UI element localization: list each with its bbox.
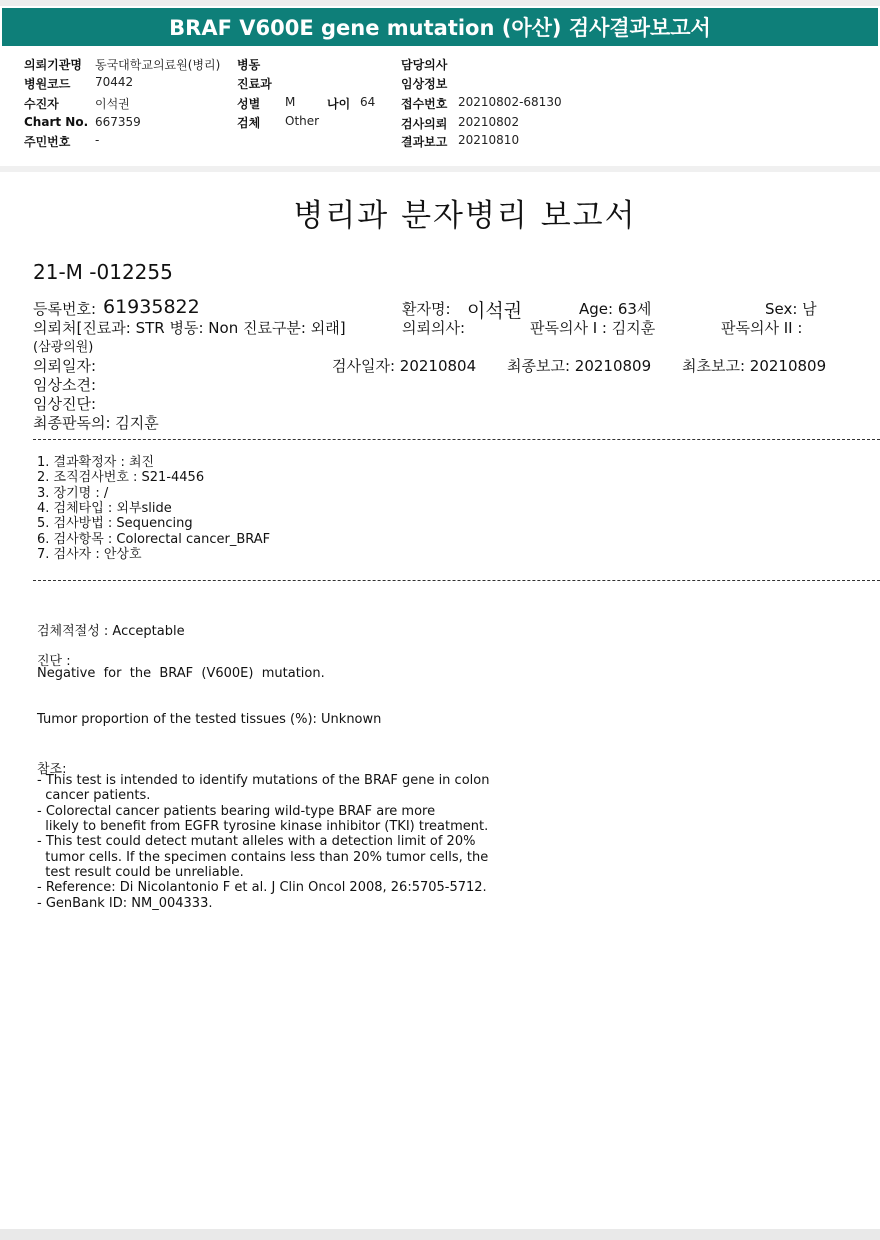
reader-1: 판독의사 I : 김지훈 bbox=[530, 319, 656, 337]
referral-doctor: 의뢰의사: bbox=[402, 319, 466, 337]
ward-label: 병동 bbox=[237, 58, 261, 72]
sex-text: Sex: 남 bbox=[765, 300, 817, 318]
diagnosis-label: 진단 : bbox=[37, 654, 71, 669]
divider-top bbox=[33, 439, 880, 440]
rrn-value: - bbox=[95, 133, 100, 147]
patient-label: 수진자 bbox=[24, 97, 59, 111]
section-gap bbox=[0, 166, 880, 172]
reference-line: tumor cells. If the specimen contains less than 20% tumor cells, the bbox=[37, 850, 489, 865]
test-date: 검사일자: 20210804 bbox=[332, 357, 477, 375]
item-2: 2. 조직검사번호 : S21-4456 bbox=[37, 470, 205, 485]
tumor-proportion: Tumor proportion of the tested tissues (%): Unknown bbox=[37, 712, 382, 727]
chart-value: 667359 bbox=[95, 115, 141, 129]
institution-value: 동국대학교의료원(병리) bbox=[95, 58, 221, 72]
clinical-diagnosis: 임상진단: bbox=[33, 395, 97, 413]
bottom-strip bbox=[0, 1229, 880, 1240]
age-text: Age: 63세 bbox=[579, 300, 652, 318]
age-label: 나이 bbox=[327, 97, 351, 111]
report-label: 결과보고 bbox=[401, 135, 448, 149]
patient-name: 이석권 bbox=[467, 300, 523, 322]
reference-line: - Colorectal cancer patients bearing wild-type BRAF are more bbox=[37, 804, 436, 819]
request-value: 20210802 bbox=[458, 115, 520, 129]
case-number: 21-M -012255 bbox=[33, 260, 173, 284]
reference-line: - Reference: Di Nicolantonio F et al. J Clin Oncol 2008, 26:5705-5712. bbox=[37, 880, 487, 895]
specimen-value: Other bbox=[285, 114, 320, 128]
reference-line: test result could be unreliable. bbox=[37, 865, 244, 880]
reader-2: 판독의사 II : bbox=[721, 319, 803, 337]
doctor-label: 담당의사 bbox=[401, 58, 448, 72]
request-date: 의뢰일자: bbox=[33, 357, 97, 375]
first-report-date: 최초보고: 20210809 bbox=[682, 357, 827, 375]
institution-label: 의뢰기관명 bbox=[24, 58, 82, 72]
age-value: 64 bbox=[360, 95, 376, 109]
reference-line: cancer patients. bbox=[37, 788, 151, 803]
report-banner: BRAF V600E gene mutation (아산) 검사결과보고서 bbox=[2, 8, 878, 46]
clinical-findings: 임상소견: bbox=[33, 376, 97, 394]
item-5: 5. 검사방법 : Sequencing bbox=[37, 516, 193, 531]
reg-label: 등록번호: bbox=[33, 300, 97, 318]
request-label: 검사의뢰 bbox=[401, 117, 448, 131]
item-3: 3. 장기명 : / bbox=[37, 486, 109, 501]
patient-name-label: 환자명: bbox=[402, 300, 451, 318]
clinical-label: 임상정보 bbox=[401, 77, 448, 91]
receipt-label: 접수번호 bbox=[401, 97, 448, 111]
clinic-name: (삼광의원) bbox=[33, 340, 94, 355]
reference-line: - GenBank ID: NM_004333. bbox=[37, 896, 213, 911]
report-value: 20210810 bbox=[458, 133, 520, 147]
hospital-code-label: 병원코드 bbox=[24, 77, 71, 91]
reference-line: likely to benefit from EGFR tyrosine kinase inhibitor (TKI) treatment. bbox=[37, 819, 489, 834]
final-reader: 최종판독의: 김지훈 bbox=[33, 414, 159, 432]
report-title: 병리과 분자병리 보고서 bbox=[293, 198, 637, 234]
header-info bbox=[0, 46, 880, 167]
chart-label: Chart No. bbox=[24, 115, 89, 129]
item-7: 7. 검사자 : 안상호 bbox=[37, 547, 142, 562]
rrn-label: 주민번호 bbox=[24, 135, 71, 149]
sex-label: 성별 bbox=[237, 97, 261, 111]
diagnosis-text: Negative for the BRAF (V600E) mutation. bbox=[37, 666, 325, 681]
divider-bottom bbox=[33, 580, 880, 581]
reference-line: - This test could detect mutant alleles with a detection limit of 20% bbox=[37, 834, 476, 849]
reference-line: - This test is intended to identify mutations of the BRAF gene in colon bbox=[37, 773, 490, 788]
item-4: 4. 검체타입 : 외부slide bbox=[37, 501, 172, 516]
reference-label: 참조: bbox=[37, 762, 67, 777]
specimen-label: 검체 bbox=[237, 116, 261, 130]
referral: 의뢰처[진료과: STR 병동: Non 진료구분: 외래] bbox=[33, 319, 346, 337]
item-1: 1. 결과확정자 : 최진 bbox=[37, 455, 155, 470]
specimen-adequacy: 검체적절성 : Acceptable bbox=[37, 624, 185, 639]
patient-value: 이석권 bbox=[95, 97, 130, 111]
hospital-code-value: 70442 bbox=[95, 75, 134, 89]
top-strip bbox=[0, 0, 880, 6]
sex-value: M bbox=[285, 95, 296, 109]
receipt-value: 20210802-68130 bbox=[458, 95, 562, 109]
final-report-date: 최종보고: 20210809 bbox=[507, 357, 652, 375]
item-6: 6. 검사항목 : Colorectal cancer_BRAF bbox=[37, 532, 271, 547]
reg-number: 61935822 bbox=[103, 296, 200, 318]
dept-label: 진료과 bbox=[237, 77, 272, 91]
